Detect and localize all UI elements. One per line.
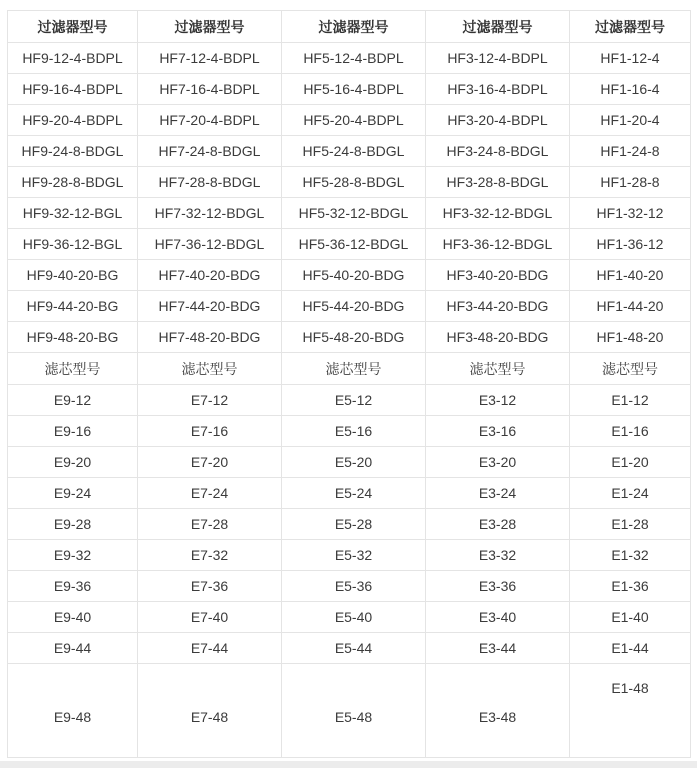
table-cell: HF3-40-20-BDG <box>426 260 570 291</box>
table-cell: E3-44 <box>426 633 570 664</box>
table-cell: E3-48 <box>426 664 570 758</box>
table-cell: E5-20 <box>282 447 426 478</box>
filter-header-cell: 过滤器型号 <box>426 11 570 43</box>
table-cell: E5-28 <box>282 509 426 540</box>
element-row <box>8 633 691 664</box>
table-cell: HF5-24-8-BDGL <box>282 136 426 167</box>
bottom-divider <box>0 761 697 768</box>
element-row <box>8 602 691 633</box>
table-cell: E7-20 <box>138 447 282 478</box>
table-cell: E1-24 <box>570 478 691 509</box>
filter-header-row <box>8 11 691 43</box>
table-cell: HF9-16-4-BDPL <box>8 74 138 105</box>
table-cell: E7-16 <box>138 416 282 447</box>
filter-row <box>8 136 691 167</box>
filter-row <box>8 105 691 136</box>
table-cell: E5-36 <box>282 571 426 602</box>
element-row <box>8 385 691 416</box>
table-cell: HF5-48-20-BDG <box>282 322 426 353</box>
element-header-cell: 滤芯型号 <box>426 353 570 385</box>
filter-row <box>8 198 691 229</box>
filter-row <box>8 260 691 291</box>
table-cell: HF1-44-20 <box>570 291 691 322</box>
table-cell: E3-24 <box>426 478 570 509</box>
table-cell: HF5-28-8-BDGL <box>282 167 426 198</box>
table-cell: E3-32 <box>426 540 570 571</box>
filter-row <box>8 74 691 105</box>
element-row-last <box>8 664 691 758</box>
table-cell: E9-12 <box>8 385 138 416</box>
table-cell: E9-28 <box>8 509 138 540</box>
table-cell: HF9-12-4-BDPL <box>8 43 138 74</box>
element-row <box>8 416 691 447</box>
table-cell: HF9-36-12-BGL <box>8 229 138 260</box>
table-cell: E9-32 <box>8 540 138 571</box>
element-row <box>8 478 691 509</box>
table-cell: HF7-48-20-BDG <box>138 322 282 353</box>
table-cell: E5-44 <box>282 633 426 664</box>
table-cell: HF9-24-8-BDGL <box>8 136 138 167</box>
table-cell: HF1-24-8 <box>570 136 691 167</box>
table-cell: HF1-40-20 <box>570 260 691 291</box>
element-row <box>8 447 691 478</box>
table-cell: HF1-36-12 <box>570 229 691 260</box>
table-cell: HF7-16-4-BDPL <box>138 74 282 105</box>
table-cell: E9-40 <box>8 602 138 633</box>
table-cell: HF7-44-20-BDG <box>138 291 282 322</box>
table-cell: E3-20 <box>426 447 570 478</box>
table-cell: HF7-40-20-BDG <box>138 260 282 291</box>
table-cell: HF5-16-4-BDPL <box>282 74 426 105</box>
table-cell: HF1-16-4 <box>570 74 691 105</box>
filter-row <box>8 322 691 353</box>
table-cell: HF9-28-8-BDGL <box>8 167 138 198</box>
table-cell: E1-40 <box>570 602 691 633</box>
table-cell: E7-40 <box>138 602 282 633</box>
table-cell: HF7-28-8-BDGL <box>138 167 282 198</box>
table-cell: HF3-44-20-BDG <box>426 291 570 322</box>
table-cell: HF1-12-4 <box>570 43 691 74</box>
table-cell: E1-12 <box>570 385 691 416</box>
table-cell: E9-20 <box>8 447 138 478</box>
table-cell: HF1-28-8 <box>570 167 691 198</box>
table-cell: E5-48 <box>282 664 426 758</box>
table-cell: HF9-44-20-BG <box>8 291 138 322</box>
filter-header-cell: 过滤器型号 <box>282 11 426 43</box>
table-cell: HF9-48-20-BG <box>8 322 138 353</box>
table-cell: E9-44 <box>8 633 138 664</box>
filter-row <box>8 167 691 198</box>
table-cell: E1-36 <box>570 571 691 602</box>
table-cell: HF5-40-20-BDG <box>282 260 426 291</box>
element-header-row <box>8 353 691 385</box>
table-cell: HF9-32-12-BGL <box>8 198 138 229</box>
table-cell: E1-16 <box>570 416 691 447</box>
table-cell: HF3-24-8-BDGL <box>426 136 570 167</box>
element-row <box>8 509 691 540</box>
table-cell: E3-28 <box>426 509 570 540</box>
filter-header-cell: 过滤器型号 <box>138 11 282 43</box>
table-cell: E7-24 <box>138 478 282 509</box>
table-cell: HF5-32-12-BDGL <box>282 198 426 229</box>
table-cell: E5-40 <box>282 602 426 633</box>
table-cell: E7-44 <box>138 633 282 664</box>
element-row <box>8 571 691 602</box>
table-cell: E7-12 <box>138 385 282 416</box>
table-cell: HF3-16-4-BDPL <box>426 74 570 105</box>
table-cell: HF7-12-4-BDPL <box>138 43 282 74</box>
table-cell: HF5-44-20-BDG <box>282 291 426 322</box>
table-cell: HF5-36-12-BDGL <box>282 229 426 260</box>
table-cell: E7-36 <box>138 571 282 602</box>
table-cell: E7-28 <box>138 509 282 540</box>
table-cell: HF5-20-4-BDPL <box>282 105 426 136</box>
table-cell: HF3-20-4-BDPL <box>426 105 570 136</box>
table-cell: E7-32 <box>138 540 282 571</box>
table-cell: HF3-12-4-BDPL <box>426 43 570 74</box>
table-cell: HF3-32-12-BDGL <box>426 198 570 229</box>
table-cell: E7-48 <box>138 664 282 758</box>
table-cell: E3-12 <box>426 385 570 416</box>
table-cell: HF9-40-20-BG <box>8 260 138 291</box>
filter-model-table <box>7 10 691 758</box>
filter-header-cell: 过滤器型号 <box>8 11 138 43</box>
table-cell: E1-48 <box>570 664 691 758</box>
element-header-cell: 滤芯型号 <box>138 353 282 385</box>
table-cell: E1-44 <box>570 633 691 664</box>
table-cell: HF7-32-12-BDGL <box>138 198 282 229</box>
table-cell: E9-24 <box>8 478 138 509</box>
table-cell: E9-16 <box>8 416 138 447</box>
table-cell: HF5-12-4-BDPL <box>282 43 426 74</box>
table-cell: E5-32 <box>282 540 426 571</box>
table-cell: HF1-32-12 <box>570 198 691 229</box>
table-cell: HF3-48-20-BDG <box>426 322 570 353</box>
element-header-cell: 滤芯型号 <box>8 353 138 385</box>
table-cell: E9-48 <box>8 664 138 758</box>
table-cell: E9-36 <box>8 571 138 602</box>
table-cell: E3-40 <box>426 602 570 633</box>
table-cell: HF3-36-12-BDGL <box>426 229 570 260</box>
table-cell: HF9-20-4-BDPL <box>8 105 138 136</box>
filter-row <box>8 43 691 74</box>
table-cell: E5-12 <box>282 385 426 416</box>
table-cell: HF7-24-8-BDGL <box>138 136 282 167</box>
table-cell: E3-16 <box>426 416 570 447</box>
filter-row <box>8 291 691 322</box>
table-cell: E5-24 <box>282 478 426 509</box>
table-cell: E5-16 <box>282 416 426 447</box>
table-cell: HF1-20-4 <box>570 105 691 136</box>
table-cell: E3-36 <box>426 571 570 602</box>
element-header-cell: 滤芯型号 <box>282 353 426 385</box>
table-cell: HF7-20-4-BDPL <box>138 105 282 136</box>
filter-header-cell: 过滤器型号 <box>570 11 691 43</box>
table-cell: E1-28 <box>570 509 691 540</box>
element-header-cell: 滤芯型号 <box>570 353 691 385</box>
element-row <box>8 540 691 571</box>
table-cell: HF7-36-12-BDGL <box>138 229 282 260</box>
table-cell: HF1-48-20 <box>570 322 691 353</box>
table-cell: E1-20 <box>570 447 691 478</box>
table-cell: E1-32 <box>570 540 691 571</box>
filter-row <box>8 229 691 260</box>
table-cell: HF3-28-8-BDGL <box>426 167 570 198</box>
